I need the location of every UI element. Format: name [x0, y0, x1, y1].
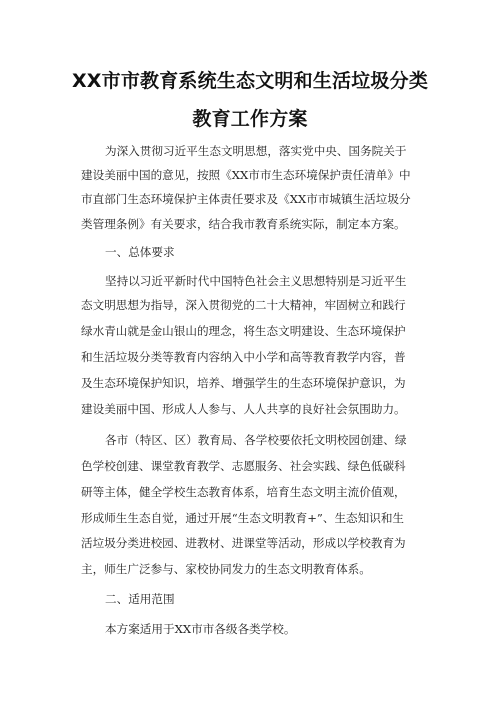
intro-line: 建设美丽中国的意见，按照《XX市市生态环境保护责任清单》中 — [81, 168, 411, 182]
section1-para2-line: 色学校创建、课堂教育教学、志愿服务、社会实践、绿色低碳科 — [81, 459, 406, 473]
section1-para2-line: 活垃圾分类进校园、进教材、进课堂等活动，形成以学校教育为 — [81, 536, 406, 550]
section1-para2-line: 各市（特区、区）教育局、各学校要依托文明校园创建、绿 — [105, 433, 407, 447]
document-title-line-2: 教育工作方案 — [192, 108, 308, 130]
section1-para2-line: 主，师生广泛参与、家校协同发力的生态文明教育体系。 — [81, 562, 371, 576]
section1-para1-line: 绿水青山就是金山银山的理念，将生态文明建设、生态环境保护 — [81, 324, 406, 338]
intro-line: 市直部门生态环境保护主体责任要求及《XX市市城镇生活垃圾分 — [81, 192, 411, 206]
section-heading-scope: 二、适用范围 — [105, 592, 175, 606]
section-heading-overall-requirements: 一、总体要求 — [105, 245, 175, 259]
section1-para2-line: 研等主体，健全学校生态教育体系，培育生态文明主流价值观， — [81, 485, 406, 499]
section1-para1-line: 态文明思想为指导，深入贯彻党的二十大精神，牢固树立和践行 — [81, 298, 406, 312]
section2-para1-line: 本方案适用于XX市市各级各类学校。 — [105, 622, 296, 636]
section1-para2-line: 形成师生生态自觉，通过开展“生态文明教育+”、生态知识和生 — [81, 511, 405, 525]
intro-line: 为深入贯彻习近平生态文明思想，落实党中央、国务院关于 — [105, 144, 407, 158]
section1-para1-line: 及生态环境保护知识，培养、增强学生的生态环境保护意识，为 — [81, 376, 406, 390]
section1-para1-line: 坚持以习近平新时代中国特色社会主义思想特别是习近平生 — [105, 274, 407, 288]
document-title-line-1: XX市市教育系统生态文明和生活垃圾分类 — [71, 70, 429, 92]
intro-line: 类管理条例》有关要求，结合我市教育系统实际，制定本方案。 — [81, 217, 406, 231]
section1-para1-line: 和生活垃圾分类等教育内容纳入中小学和高等教育教学内容，普 — [81, 350, 406, 364]
section1-para1-line: 建设美丽中国、形成人人参与、人人共享的良好社会氛围助力。 — [81, 402, 406, 416]
